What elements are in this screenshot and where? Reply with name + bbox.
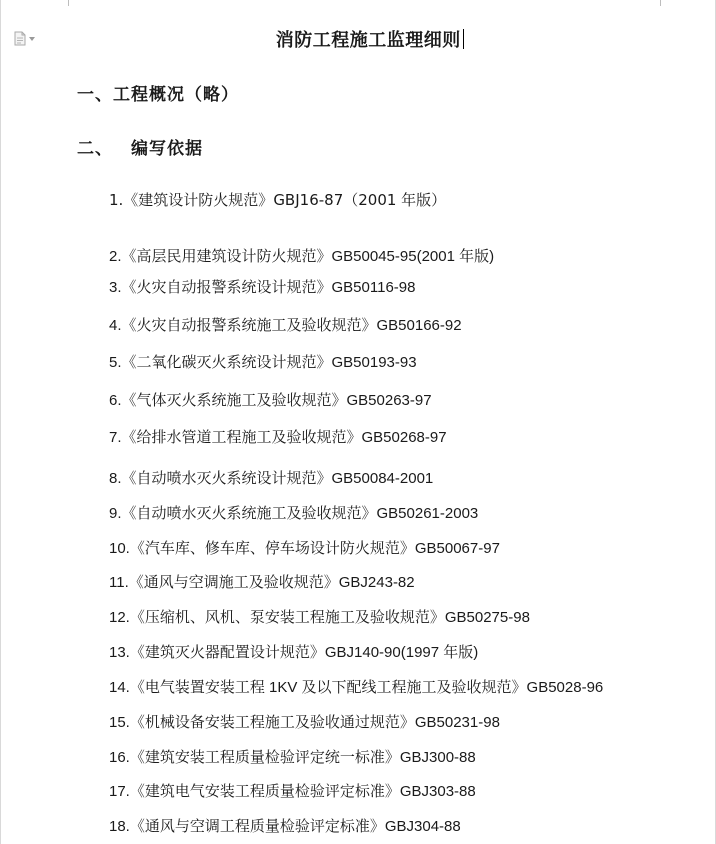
section-heading-basis[interactable]	[77, 134, 203, 159]
section-title: 工程概况（略）	[113, 85, 239, 105]
text-cursor	[463, 29, 465, 49]
reference-item-15[interactable]: 15.《机械设备安装工程施工及验收通过规范》GB50231-98	[109, 714, 500, 731]
reference-item-7[interactable]: 7.《给排水管道工程施工及验收规范》GB50268-97	[109, 429, 447, 446]
reference-item-4[interactable]: 4.《火灾自动报警系统施工及验收规范》GB50166-92	[109, 317, 462, 334]
reference-item-9[interactable]: 9.《自动喷水灭火系统施工及验收规范》GB50261-2003	[109, 505, 479, 522]
document-title[interactable]	[0, 26, 716, 52]
reference-item-2[interactable]: 2.《高层民用建筑设计防火规范》GB50045-95(2001 年版)	[109, 248, 495, 265]
title-text: 消防工程施工监理细则	[275, 30, 461, 51]
section-number: 二、	[77, 139, 113, 159]
page-edge-left	[0, 0, 1, 844]
reference-item-12[interactable]: 12.《压缩机、风机、泵安装工程施工及验收规范》GB50275-98	[109, 609, 530, 626]
section-heading-overview[interactable]	[77, 80, 239, 105]
section-number: 一、	[77, 85, 113, 105]
reference-item-8[interactable]: 8.《自动喷水灭火系统设计规范》GB50084-2001	[109, 470, 434, 487]
reference-item-3[interactable]: 3.《火灾自动报警系统设计规范》GB50116-98	[109, 279, 416, 296]
reference-item-5[interactable]: 5.《二氧化碳灭火系统设计规范》GB50193-93	[109, 354, 417, 371]
reference-item-13[interactable]: 13.《建筑灭火器配置设计规范》GBJ140-90(1997 年版)	[109, 644, 479, 661]
reference-item-18[interactable]: 18.《通风与空调工程质量检验评定标准》GBJ304-88	[109, 818, 461, 835]
reference-item-10[interactable]: 10.《汽车库、修车库、停车场设计防火规范》GB50067-97	[109, 540, 500, 557]
reference-item-6[interactable]: 6.《气体灭火系统施工及验收规范》GB50263-97	[109, 392, 432, 409]
margin-corner-mark-right	[660, 0, 679, 6]
margin-corner-mark-left	[50, 0, 69, 6]
reference-item-17[interactable]: 17.《建筑电气安装工程质量检验评定标准》GBJ303-88	[109, 783, 476, 800]
reference-item-16[interactable]: 16.《建筑安装工程质量检验评定统一标准》GBJ300-88	[109, 749, 476, 766]
reference-item-14[interactable]: 14.《电气装置安装工程 1KV 及以下配线工程施工及验收规范》GB5028-96	[109, 679, 604, 696]
section-title: 编写依据	[131, 139, 203, 159]
reference-item-11[interactable]: 11.《通风与空调施工及验收规范》GBJ243-82	[109, 574, 415, 591]
reference-item-1[interactable]: 1.《建筑设计防火规范》GBJ16-87（2001 年版）	[109, 191, 447, 209]
